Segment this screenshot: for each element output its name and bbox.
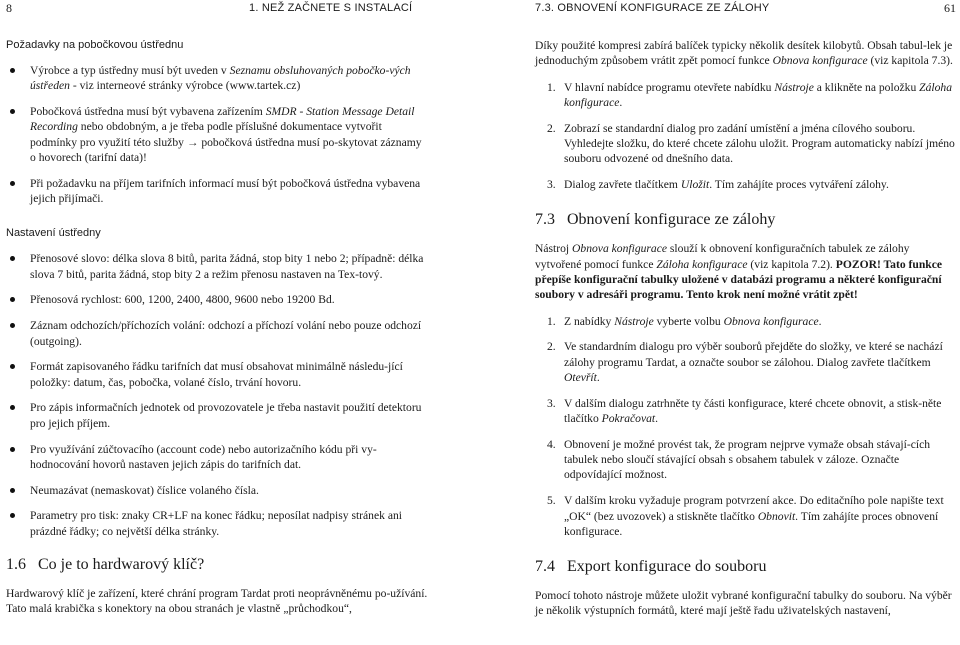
section-number: 7.4 — [535, 558, 555, 576]
pbx-settings-list — [6, 251, 430, 539]
step-text: Zobrazí se standardní dialog pro zadání umístění a jména cílového souboru. Vyhledejte složku, do které chcete zálohu uložit. Program automaticky nabízí jméno souboru odvozené od dnešního data. — [564, 121, 955, 166]
hardware-key-paragraph: Hardwarový klíč je zařízení, které chrání program Tardat proti neoprávněnému po-užívání. Tato malá krabička s konektory na obou stranách je vlastně „průchodkou“, — [6, 587, 428, 616]
section-heading-restore — [535, 210, 957, 230]
list-item: Přenosové slovo: délka slova 8 bitů, parita žádná, stop bity 1 nebo 2; případně: délka slova 7 bitů, parita žádná, stop bity 2 a režim přenosu nastaven na Tex-tový. — [6, 251, 430, 282]
list-item — [535, 177, 957, 192]
step-text: Z nabídky Nástroje vyberte volbu Obnova konfigurace. — [564, 314, 822, 328]
list-item: Výrobce a typ ústředny musí být uveden v Seznamu obsluhovaných pobočko-vých ústředen - viz interneové stránky výrobce (www.tartek.cz) — [6, 63, 430, 94]
list-item: Záznam odchozích/příchozích volání: odchozí a příchozí volání nebo pouze odchozí (outgoing). — [6, 318, 430, 349]
restore-paragraph: Nástroj Obnova konfigurace slouží k obnovení konfiguračních tabulek ze zálohy vytvořené pomocí funkce Záloha konfigurace (viz kapitola 7.2). POZOR! Tato funkce přepíše konfigurační tabulky uložené v databázi programu a některé konfigurační soubory v adresáři programu. Tento krok není možné vrátit zpět! — [535, 242, 943, 302]
list-item — [535, 437, 957, 483]
step-number: 3. — [547, 178, 556, 192]
export-paragraph: Pomocí tohoto nástroje můžete uložit vybrané konfigurační tabulky do souboru. Na výběr je několik výstupních formátů, které mají ještě řadu uživatelských nastavení, — [535, 589, 952, 618]
step-number: 2. — [547, 121, 556, 135]
left-column — [6, 38, 430, 617]
section-heading-export — [535, 557, 957, 577]
section-title: Obnovení konfigurace ze zálohy — [567, 211, 776, 229]
section-number: 7.3 — [535, 211, 555, 229]
section-number: 1.6 — [6, 556, 26, 574]
step-text: V dalším dialogu zatrhněte ty části konfigurace, které chcete obnovit, a stisk-něte tlačítko Pokračovat. — [564, 396, 942, 426]
step-number: 1. — [547, 80, 556, 94]
list-item: Při požadavku na příjem tarifních informací musí být pobočková ústředna vybavena jejich přijímači. — [6, 176, 430, 207]
list-item — [535, 314, 957, 329]
step-text: Obnovení je možné provést tak, že program nejprve vymaže obsah stávají-cích tabulek nebo sloučí stávající obsah s obsahem tabulek v záloze. Označte odpovídající možnost. — [564, 437, 931, 482]
step-number: 5. — [547, 494, 556, 508]
list-item: Pro využívání zúčtovacího (account code) nebo autorizačního kódu při vy-hodnocování hovorů nastaven jejich zápis do tarifních dat. — [6, 442, 430, 473]
pbx-requirements-list — [6, 63, 430, 206]
step-number: 2. — [547, 340, 556, 354]
backup-steps-list — [535, 80, 957, 193]
step-text: Dialog zavřete tlačítkem Uložit. Tím zahájíte proces vytváření zálohy. — [564, 178, 889, 192]
list-item — [535, 396, 957, 427]
step-text: V hlavní nabídce programu otevřete nabídku Nástroje a klikněte na položku Záloha konfigurace. — [564, 80, 952, 109]
list-item: Neumazávat (nemaskovat) číslice volaného čísla. — [6, 483, 430, 498]
section-title: Export konfigurace do souboru — [567, 558, 767, 576]
list-item: Pobočková ústředna musí být vybavena zařízením SMDR - Station Message Detail Recording nebo obdobným, a je třeba podle příslušné dokumentace vytvořit podmínky pro využití této služby → pobočková ústředna musí po-skytovat záznamy o hovorech (tarifní data)! — [6, 104, 430, 165]
list-item: Přenosová rychlost: 600, 1200, 2400, 4800, 9600 nebo 19200 Bd. — [6, 292, 430, 307]
right-running-header: 7.3. OBNOVENÍ KONFIGURACE ZE ZÁLOHY — [535, 2, 770, 14]
step-text: V dalším kroku vyžaduje program potvrzení akce. Do editačního pole napište text „OK“ (bez uvozovek) a stiskněte tlačítko Obnovit. Tím zahájíte proces obnovení konfigurace. — [564, 494, 944, 538]
left-page-number: 8 — [6, 1, 12, 15]
list-item — [535, 493, 957, 539]
step-number: 4. — [547, 437, 556, 451]
step-number: 1. — [547, 314, 556, 328]
backup-intro-paragraph: Díky použité kompresi zabírá balíček typicky několik desítek kilobytů. Obsah tabul-lek je jednoduchým způsobem vrátit zpět pomocí funkce Obnova konfigurace (viz kapitola 7.3). — [535, 39, 953, 68]
list-item — [535, 80, 957, 111]
section-title: Co je to hardwarový klíč? — [38, 556, 205, 574]
restore-steps-list — [535, 314, 957, 540]
section-heading-hardware-key — [6, 555, 430, 575]
right-column — [535, 38, 957, 619]
list-item — [535, 339, 957, 385]
right-page-number: 61 — [944, 1, 956, 15]
step-text: Ve standardním dialogu pro výběr souborů přejděte do složky, ve které se nachází zálohy programu Tardat, a označte soubor se zálohou. Dialog zavřete tlačítkem Otevřít. — [564, 340, 943, 384]
left-running-header: 1. NEŽ ZAČNETE S INSTALACÍ — [249, 2, 413, 14]
section-heading-pbx-settings: Nastavení ústředny — [6, 227, 101, 240]
section-heading-pbx-requirements: Požadavky na pobočkovou ústřednu — [6, 39, 184, 51]
list-item: Formát zapisovaného řádku tarifních dat musí obsahovat minimálně následu-jící položky: datum, čas, pobočka, volané číslo, trvání hovoru. — [6, 359, 430, 390]
list-item — [535, 121, 957, 167]
list-item: Parametry pro tisk: znaky CR+LF na konec řádku; neposílat nadpisy stránek ani prázdné řádky; co největší délka stránky. — [6, 508, 430, 539]
step-number: 3. — [547, 396, 556, 410]
list-item: Pro zápis informačních jednotek od provozovatele je třeba nastavit použití detektoru pro jejich příjem. — [6, 400, 430, 431]
